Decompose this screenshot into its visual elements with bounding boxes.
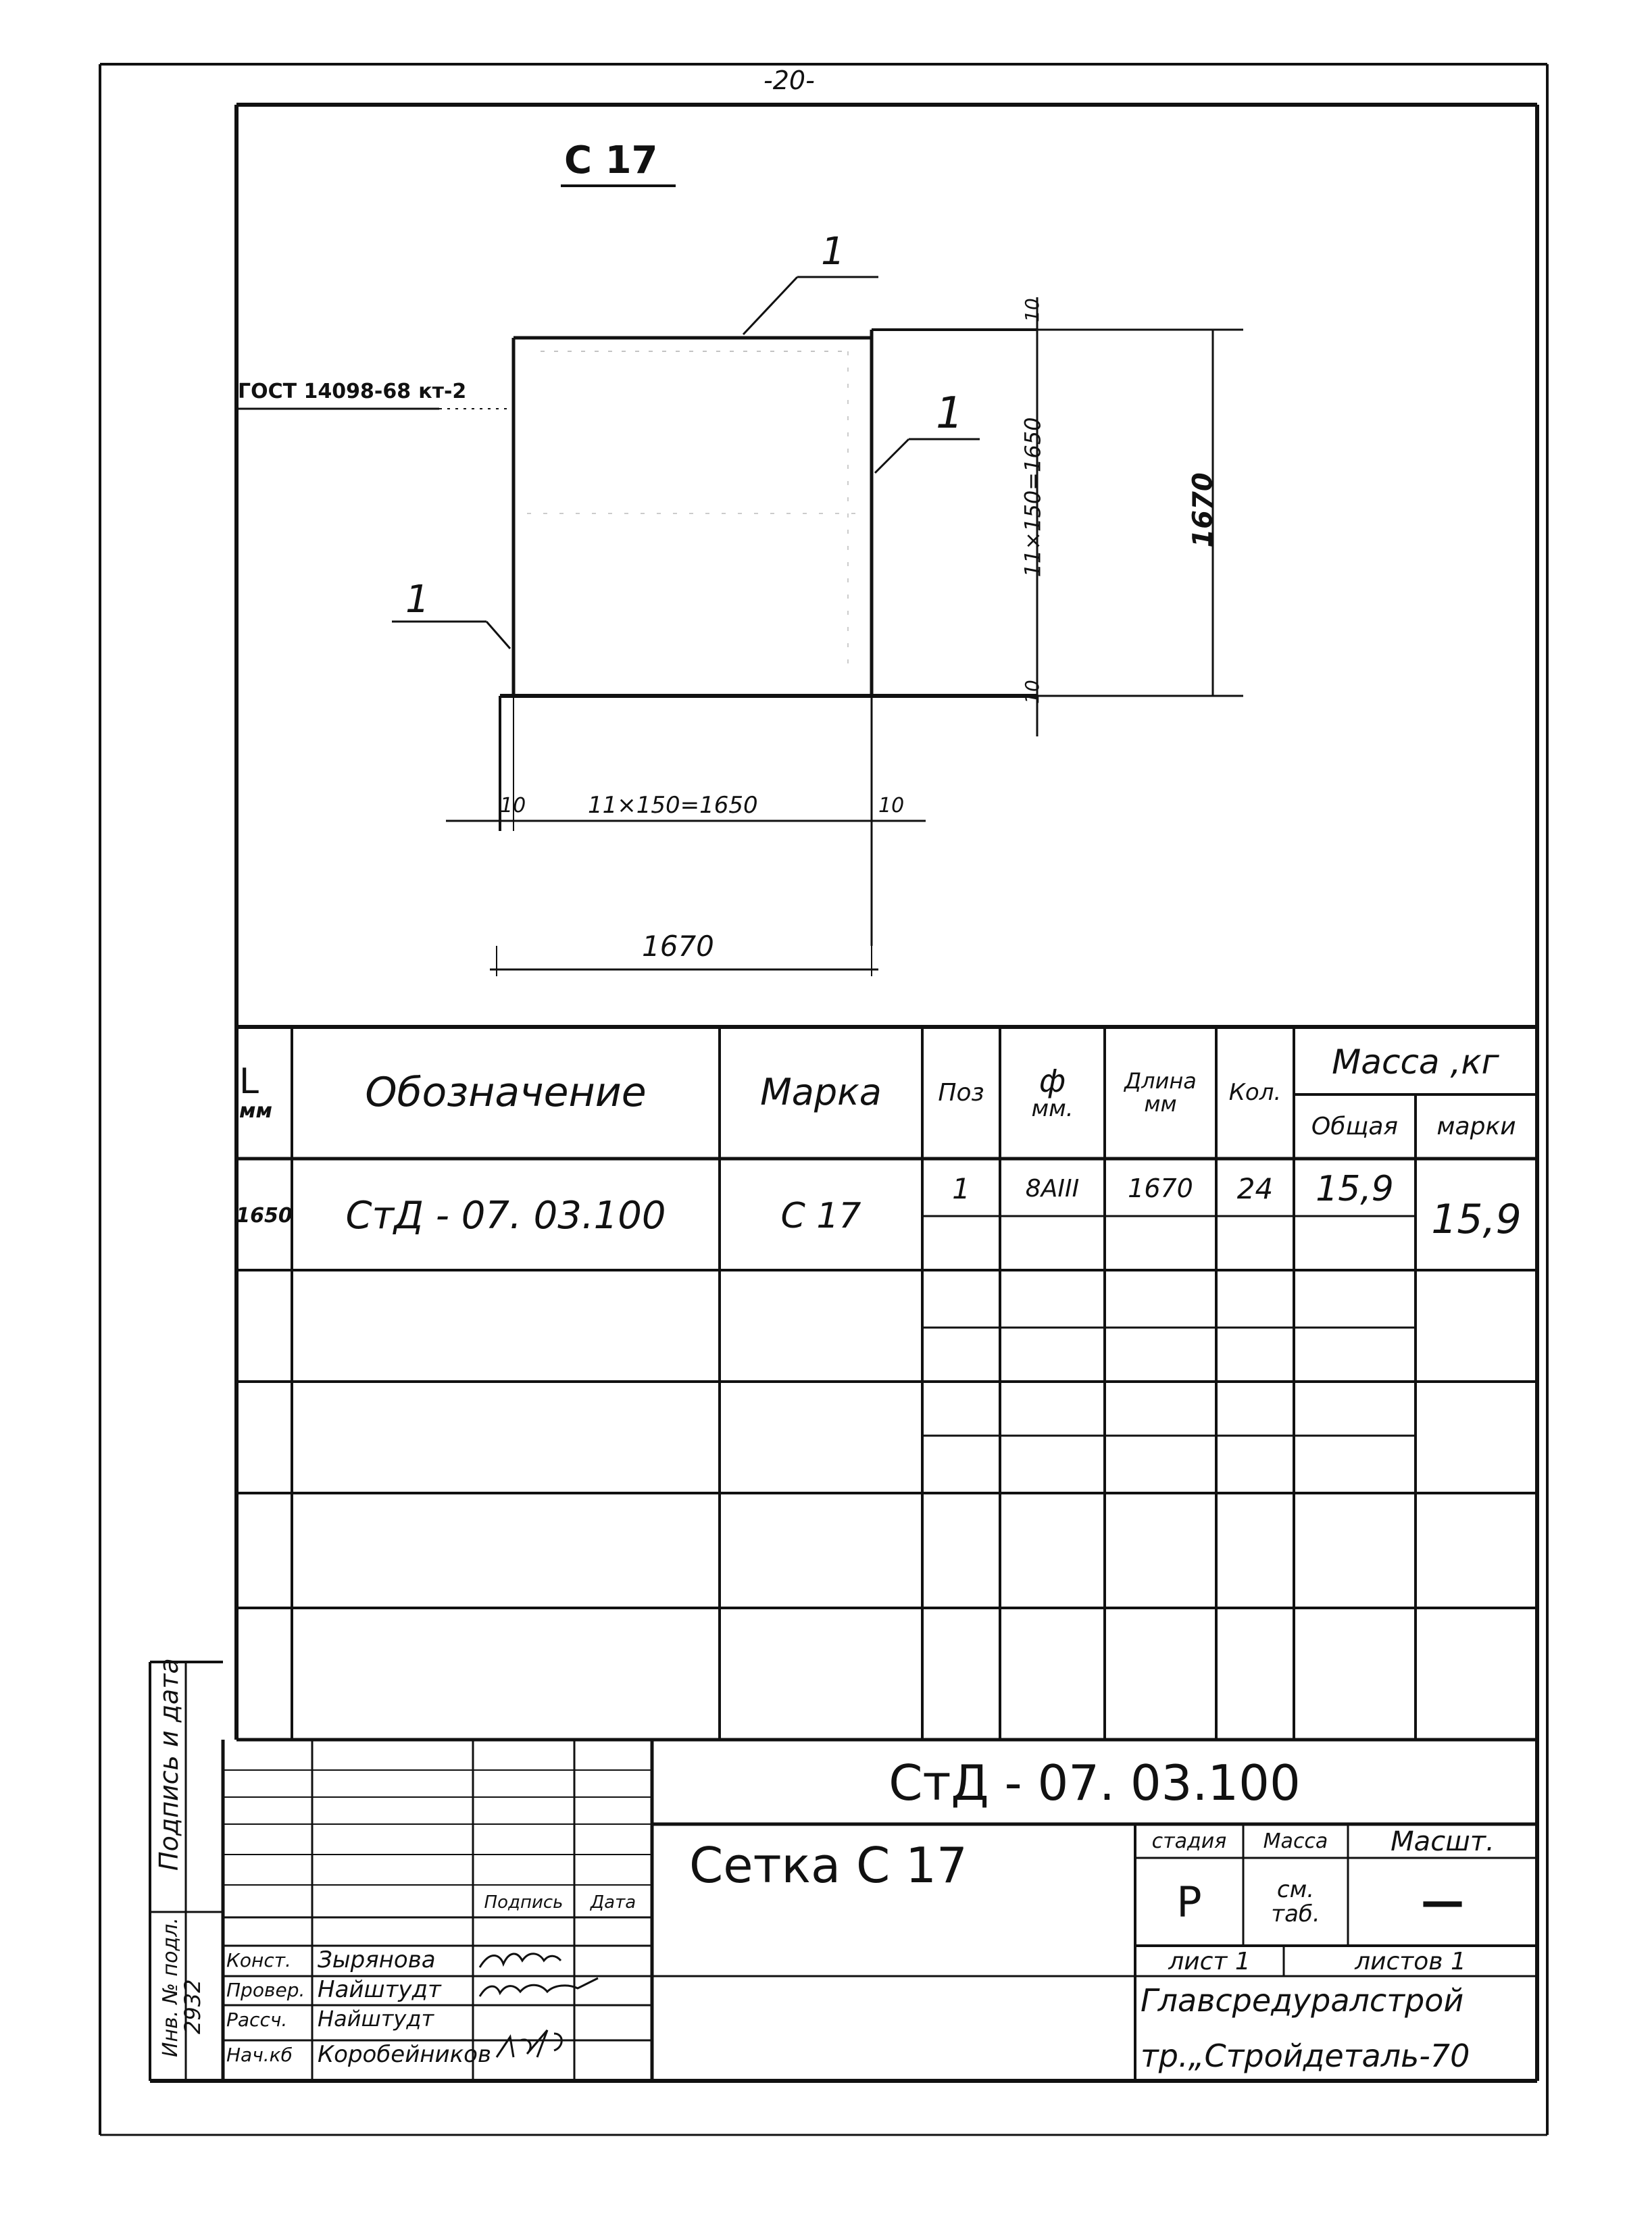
role-head: Нач.кб	[226, 2044, 293, 2066]
header-dia-symbol: ф	[1038, 1062, 1066, 1099]
mass-value: см. таб.	[1271, 1876, 1320, 1927]
row-dia: 8АIII	[1025, 1175, 1080, 1203]
role-checker: Провер.	[226, 1979, 305, 2001]
gost-label-group	[238, 382, 466, 402]
row-qty: 24	[1236, 1171, 1274, 1205]
scale-label: Масшт.	[1391, 1826, 1495, 1857]
gost-suffix: кт-2	[418, 380, 467, 403]
header-dia	[1000, 1030, 1105, 1155]
position-callout-left: 1	[405, 578, 430, 622]
header-dia-unit: мм.	[1031, 1094, 1074, 1122]
doc-code: СтД - 07. 03.100	[888, 1755, 1301, 1812]
header-pos: Поз	[938, 1078, 984, 1107]
header-mark: Марка	[760, 1071, 882, 1114]
scale-value: —	[1421, 1877, 1464, 1927]
header-mm: мм	[239, 1099, 273, 1124]
dim-right-edge: 10	[878, 794, 905, 817]
header-l-mm	[236, 1030, 295, 1155]
side-stamp-inv-no: Инв. № подл.	[159, 1917, 182, 2057]
dim-top-edge: 10	[1020, 298, 1043, 322]
date-header: Дата	[590, 1892, 636, 1913]
stage-label: стадия	[1151, 1830, 1227, 1854]
row-pos: 1	[952, 1171, 970, 1205]
stage-value: Р	[1176, 1877, 1202, 1927]
dim-left-edge: 10	[500, 794, 526, 817]
mark-title: С 17	[564, 138, 658, 182]
side-stamp-inv-value: 2932	[180, 1979, 205, 2034]
role-constructor: Конст.	[226, 1949, 291, 1971]
row-length: 1670	[1128, 1174, 1193, 1204]
page-number: -20-	[764, 66, 815, 95]
name-calculator: Найштудт	[318, 2006, 434, 2032]
mass-label: Масса	[1263, 1830, 1328, 1854]
gost-label: ГОСТ 14098-68	[238, 380, 411, 403]
position-callout-top: 1	[821, 230, 845, 274]
row-designation: СтД - 07. 03.100	[345, 1193, 666, 1238]
header-mass-total: Общая	[1311, 1113, 1399, 1141]
row-mass-total: 15,9	[1316, 1168, 1394, 1209]
row-mark: С 17	[780, 1195, 861, 1236]
role-calculator: Рассч.	[226, 2009, 288, 2031]
header-designation: Обозначение	[365, 1069, 647, 1116]
dim-vertical-spacing: 11×150=1650	[1020, 417, 1046, 578]
side-stamp-sign-date: Подпись и дата	[154, 1658, 184, 1871]
dim-horizontal-total: 1670	[642, 930, 714, 963]
name-head: Коробейников	[318, 2041, 492, 2068]
header-qty: Кол.	[1228, 1078, 1282, 1106]
header-mass-mark: марки	[1436, 1113, 1516, 1141]
row-l-mm: 1650	[236, 1204, 293, 1228]
header-length-unit: мм	[1144, 1090, 1177, 1117]
header-mass: Масса ,кг	[1332, 1042, 1499, 1082]
name-constructor: Зырянова	[318, 1946, 436, 1973]
doc-name: Сетка С 17	[689, 1837, 968, 1894]
dim-bottom-edge: 10	[1020, 680, 1043, 704]
sheet-number: лист 1	[1168, 1947, 1251, 1975]
header-length	[1105, 1030, 1216, 1155]
name-checker: Найштудт	[318, 1976, 441, 2003]
sign-header: Подпись	[484, 1892, 564, 1913]
position-callout-right: 1	[936, 388, 963, 438]
sheet-count: листов 1	[1355, 1947, 1466, 1975]
header-length-label: Длина	[1124, 1067, 1197, 1094]
org-line-2: тр.„Стройдеталь-70	[1141, 2038, 1470, 2074]
org-line-1: Главсредуралстрой	[1141, 1982, 1464, 2019]
dim-horizontal-spacing: 11×150=1650	[588, 792, 758, 819]
row-mass-mark: 15,9	[1431, 1195, 1522, 1243]
dim-vertical-total: 1670	[1187, 472, 1219, 548]
header-l: L	[239, 1061, 259, 1103]
